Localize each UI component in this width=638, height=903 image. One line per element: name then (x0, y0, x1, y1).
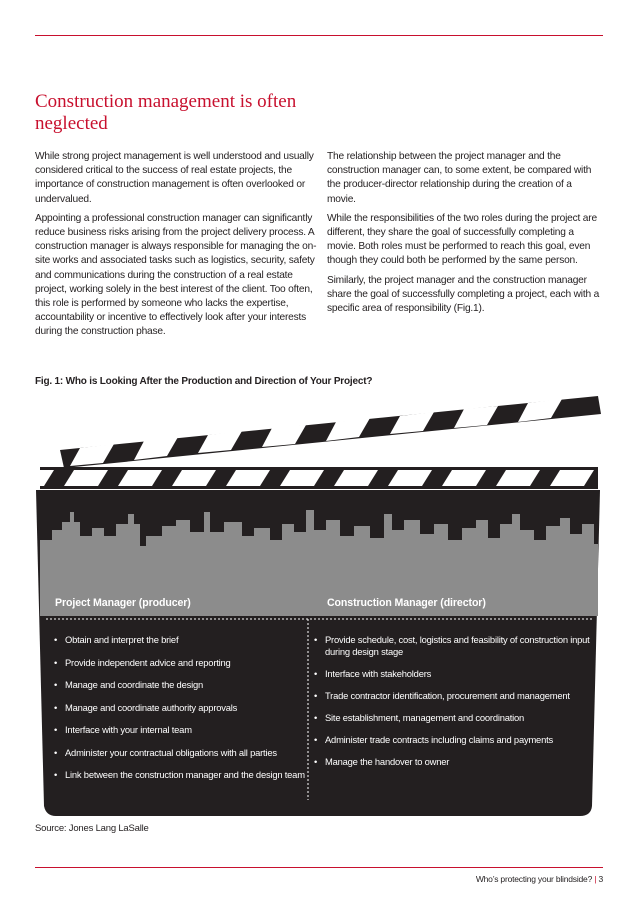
list-item: • Provide schedule, cost, logistics and feasibility of construction input during design stage (312, 634, 592, 658)
right-paragraph-2: While the responsibilities of the two roles during the project are different, they share the goal of successfully completing a movie. Both roles must be performed to reach this goal, even though they could both be performed by the same person. (327, 212, 597, 267)
list-item: • Manage and coordinate the design (52, 679, 310, 691)
project-manager-label: Project Manager (producer) (55, 597, 191, 609)
construction-manager-label: Construction Manager (director) (327, 597, 486, 609)
list-item: • Obtain and interpret the brief (52, 634, 310, 646)
footer-text: Who’s protecting your blindside? (475, 874, 593, 884)
page-number: 3 (598, 874, 603, 884)
project-manager-list (52, 634, 310, 792)
list-item: • Provide independent advice and reporting (52, 657, 310, 669)
list-item: • Interface with your internal team (52, 724, 310, 736)
right-paragraph-3: Similarly, the project manager and the construction manager share the goal of successfully completing a project, each with a specific area of responsibility (Fig.1). (327, 274, 600, 315)
footer-separator: | (594, 874, 597, 884)
page-title: Construction management is often neglected (35, 91, 297, 134)
bottom-rule (35, 867, 603, 868)
left-column (35, 150, 317, 345)
figure-title: Fig. 1: Who is Looking After the Production and Direction of Your Project? (35, 376, 373, 387)
right-paragraph-1: The relationship between the project manager and the construction manager can, to some extent, be compared with the producer-director relationship during the creation of a movie. (327, 151, 592, 205)
top-rule (35, 35, 603, 36)
list-item: • Interface with stakeholders (312, 668, 592, 680)
list-item: • Administer trade contracts including claims and payments (312, 734, 592, 746)
construction-manager-list (312, 634, 592, 778)
clapper-arm-bottom (40, 467, 598, 489)
left-paragraph-2: Appointing a professional construction manager can significantly reduce business risks arising from the project delivery process. A construction manager is always responsible for managing the on-site works and associated tasks such as logistics, security, safety and communications during the construction of a real estate project, working solely in the best interest of the client. Too often, this role is performed by someone who lacks the expertise, accountability or incentive to effectively look after your interests during the construction phase. (35, 212, 317, 338)
page-footer (476, 874, 603, 884)
list-item: • Site establishment, management and coordination (312, 712, 592, 724)
list-item: • Manage and coordinate authority approvals (52, 702, 310, 714)
list-item: • Manage the handover to owner (312, 756, 592, 768)
list-item: • Link between the construction manager and the design team (52, 769, 310, 781)
figure-source: Source: Jones Lang LaSalle (35, 823, 149, 834)
list-item: • Administer your contractual obligations with all parties (52, 747, 310, 759)
right-column (327, 150, 603, 321)
left-paragraph-1: While strong project management is well understood and usually considered critical to the success of real estate projects, the importance of construction management is often overlooked or undervalued. (35, 151, 314, 205)
list-item: • Trade contractor identification, procurement and management (312, 690, 592, 702)
clapper-arm-top (60, 396, 601, 468)
